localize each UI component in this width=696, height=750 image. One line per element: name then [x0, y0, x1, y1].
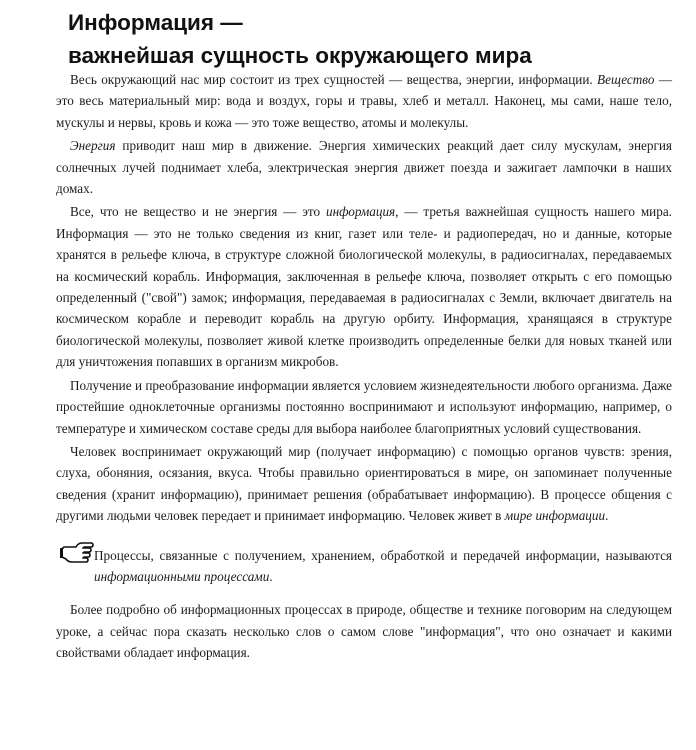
term-information: информация: [325, 204, 396, 220]
paragraph-energy: [56, 135, 672, 199]
paragraph-text: .: [605, 508, 609, 524]
pointing-hand-icon: [60, 541, 94, 563]
paragraph-text: Человек воспринимает окружающий мир (получает информацию) с помощью органов чувств: зрения, слуха, обоняния, осязания, вкуса. Чтобы правильно ориентироваться в мире, он запоминает полученные сведения (хранит информацию), принимает решения (обрабатывает информацию). В процессе общения с другими людьми человек передает и принимает информацию. Человек живет в: [56, 443, 672, 524]
paragraph-text: .: [269, 568, 273, 584]
page-title: [68, 6, 532, 72]
note-text: [94, 539, 672, 588]
paragraph-matter: [56, 69, 672, 133]
definition-note: [56, 539, 672, 588]
term-matter: Вещество: [597, 72, 655, 87]
paragraph-text: Весь окружающий нас мир состоит из трех сущностей — вещества, энергии, информации.: [70, 72, 598, 87]
paragraph-organisms: Получение и преобразование информации является условием жизнедеятельности любого организма. Даже простейшие одноклеточные организмы постоянно воспринимают и используют информацию, например, о температуре и химическом составе среды для выбора наиболее благоприятных условий существования.: [56, 377, 672, 436]
paragraph-text: Все, что не вещество и не энергия — это: [70, 204, 326, 220]
paragraph-text: , — третья важнейшая сущность нашего мира. Информация — это не только сведения из книг, газет или теле- и радиопередач, но и данные, которые хранятся в рельефе ключа, в структуре сложной биологической молекулы, в радиосигналах, передаваемых на космический корабль. Информация, заключенная в рельефе ключа, позволяет открыть с его помощью определенный ("свой") замок; информация, передаваемая в радиосигналах с Земли, включает двигатель на космическом корабле и переводит корабль на другую орбиту. Информация, хранящаяся в структуре биологической молекулы, позволяет живой клетке производить определенные белки для новых тканей или для уничтожения попавших в организм микробов.: [56, 204, 672, 370]
title-line-1: Информация —: [68, 10, 243, 35]
term-information-processes: информационными процессами: [94, 568, 270, 584]
paragraph-next-lesson: Более подробно об информационных процессах в природе, обществе и технике поговорим на следующем уроке, а сейчас пора сказать несколько слов о самом слове "информация", что оно означает и какими свойствами обладает информация.: [56, 602, 672, 661]
paragraph-text: приводит наш мир в движение. Энергия химических реакций дает силу мускулам, энергия солнечных лучей поднимает хлеба, электрическая энергия движет поезда и зажигает лампочки в наших домах.: [56, 138, 672, 197]
term-energy: Энергия: [70, 138, 116, 154]
paragraph-information: [56, 201, 672, 372]
paragraph-text: — это весь материальный мир: вода и воздух, горы и травы, хлеб и металл. Наконец, мы сами, наше тело, мускулы и нервы, кровь и кожа — это тоже вещество, атомы и молекулы.: [56, 72, 673, 130]
title-line-2: важнейшая сущность окружающего мира: [68, 43, 532, 68]
body-text: [56, 69, 672, 666]
paragraph-text: Процессы, связанные с получением, хранением, обработкой и передачей информации, называются: [94, 547, 672, 563]
paragraph-human: [56, 441, 672, 527]
term-world-of-information: мире информации: [504, 508, 606, 524]
